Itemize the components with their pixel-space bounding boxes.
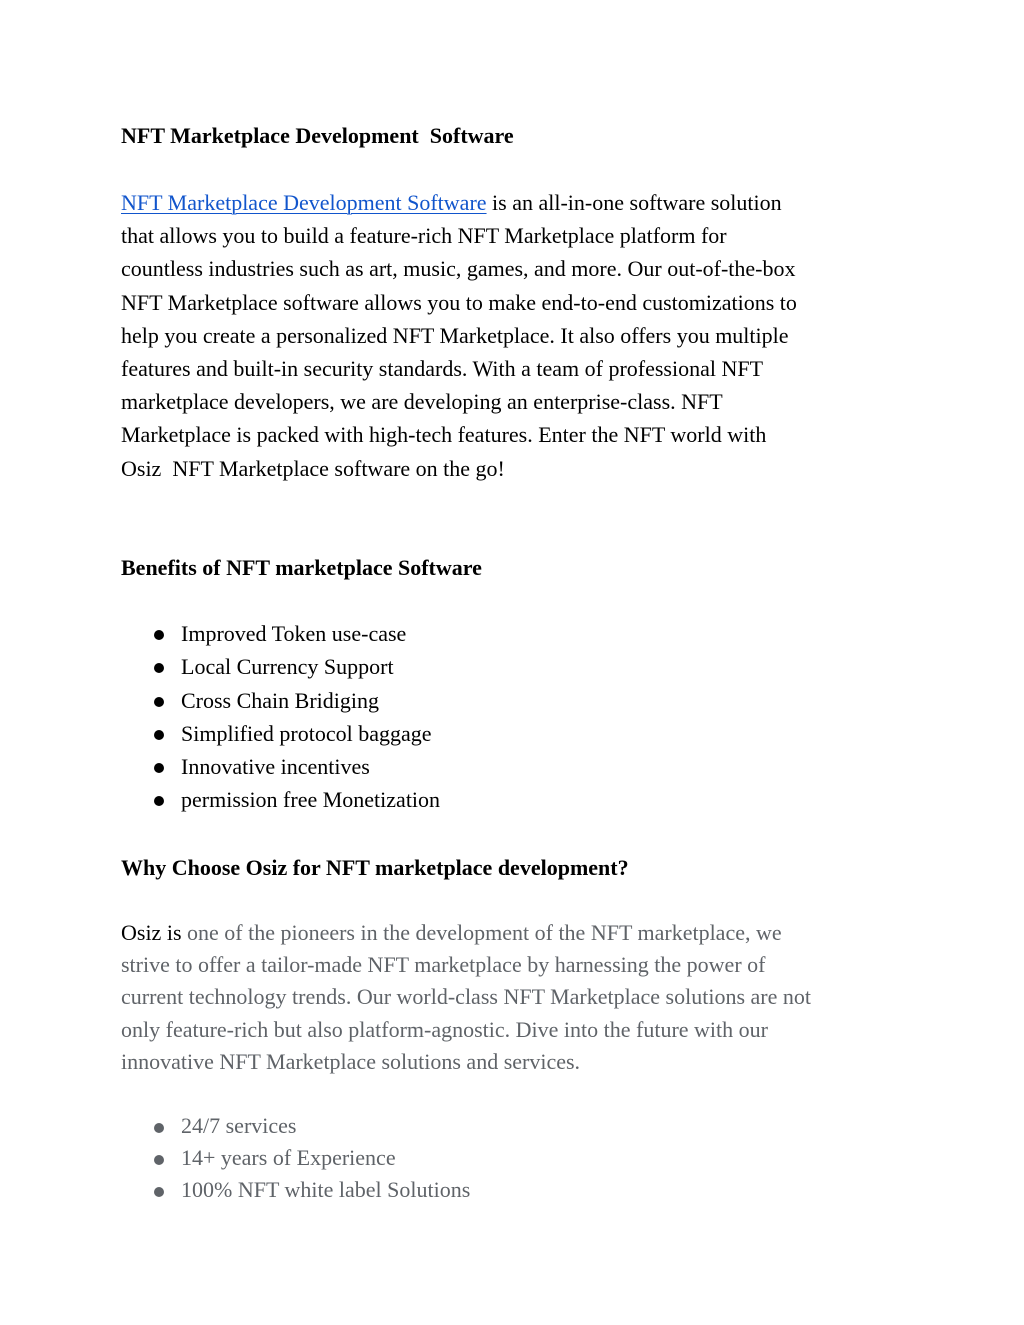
intro-paragraph: [121, 186, 901, 485]
intro-line: Marketplace is packed with high-tech features. Enter the NFT world with: [121, 422, 767, 448]
list-item-text: 14+ years of Experience: [181, 1145, 396, 1171]
why-line: strive to offer a tailor-made NFT marketplace by harnessing the power of: [121, 952, 766, 978]
benefits-list: [121, 617, 440, 817]
bullet-icon: [154, 630, 164, 640]
intro-line: marketplace developers, we are developing an enterprise-class. NFT: [121, 389, 723, 415]
why-heading: Why Choose Osiz for NFT marketplace development?: [121, 855, 629, 880]
why-list: [121, 1110, 470, 1207]
why-lead-text: Osiz is: [121, 920, 182, 945]
why-line: current technology trends. Our world-class NFT Marketplace solutions are not: [121, 984, 811, 1010]
list-item: [121, 617, 440, 650]
intro-line-1: [121, 186, 901, 219]
list-item-text: Innovative incentives: [181, 754, 370, 780]
why-line-1: [121, 917, 901, 949]
list-item: [121, 1142, 470, 1174]
nft-software-link[interactable]: NFT Marketplace Development Software: [121, 190, 487, 215]
list-item-text: 100% NFT white label Solutions: [181, 1177, 471, 1203]
list-item: [121, 1174, 470, 1206]
bullet-icon: [154, 1123, 164, 1133]
list-item: [121, 684, 440, 717]
list-item: [121, 1110, 470, 1142]
list-item-text: permission free Monetization: [181, 787, 441, 813]
bullet-icon: [154, 1155, 164, 1165]
list-item-text: Simplified protocol baggage: [181, 720, 432, 746]
benefits-heading: Benefits of NFT marketplace Software: [121, 555, 482, 580]
intro-line: NFT Marketplace software allows you to make end-to-end customizations to: [121, 289, 797, 315]
bullet-icon: [154, 796, 164, 806]
intro-line: help you create a personalized NFT Marketplace. It also offers you multiple: [121, 322, 789, 348]
list-item: [121, 717, 440, 750]
list-item: [121, 750, 440, 783]
why-line: only feature-rich but also platform-agnostic. Dive into the future with our: [121, 1016, 768, 1042]
bullet-icon: [154, 730, 164, 740]
why-paragraph: [121, 917, 901, 1078]
intro-line-1-text: is an all-in-one software solution: [486, 190, 782, 215]
bullet-icon: [154, 697, 164, 707]
document-title: NFT Marketplace Development Software: [121, 123, 514, 148]
intro-line: Osiz NFT Marketplace software on the go!: [121, 455, 505, 481]
bullet-icon: [154, 763, 164, 773]
why-line: innovative NFT Marketplace solutions and services.: [121, 1048, 581, 1074]
bullet-icon: [154, 663, 164, 673]
intro-line: countless industries such as art, music, games, and more. Our out-of-the-box: [121, 256, 796, 282]
list-item-text: Cross Chain Bridiging: [181, 687, 380, 713]
intro-line: features and built-in security standards. With a team of professional NFT: [121, 356, 764, 382]
why-line-1-text: one of the pioneers in the development of the NFT marketplace, we: [181, 920, 782, 945]
bullet-icon: [154, 1187, 164, 1197]
list-item-text: 24/7 services: [181, 1113, 297, 1138]
list-item-text: Improved Token use-case: [181, 621, 407, 646]
list-item: [121, 650, 440, 683]
intro-line: that allows you to build a feature-rich NFT Marketplace platform for: [121, 223, 727, 249]
list-item-text: Local Currency Support: [181, 654, 394, 680]
list-item: [121, 783, 440, 816]
